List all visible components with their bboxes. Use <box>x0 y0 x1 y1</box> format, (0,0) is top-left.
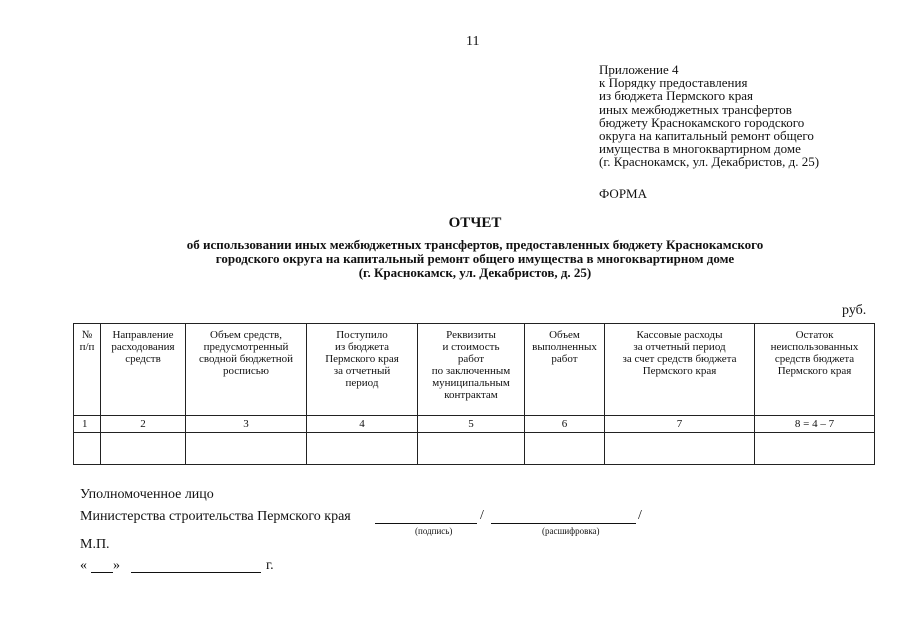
date-month-year-line[interactable] <box>131 572 261 573</box>
header-text-line: Пермского края <box>642 365 717 377</box>
header-cell <box>186 324 307 416</box>
empty-cell[interactable] <box>605 433 755 465</box>
currency-label: руб. <box>842 303 867 318</box>
header-text-line: Направление <box>112 329 174 341</box>
signature-line[interactable] <box>375 523 477 524</box>
header-cell <box>74 324 101 416</box>
header-text-line: Кассовые расходы <box>636 329 723 341</box>
slash-separator: / <box>480 508 484 523</box>
header-text-line: работ <box>457 353 485 365</box>
header-text-line: работ <box>551 353 578 365</box>
date-close-quote: » <box>113 558 120 573</box>
empty-cell[interactable] <box>525 433 605 465</box>
header-text-line: выполненных <box>532 341 597 353</box>
header-text-line: неиспользованных <box>770 341 859 353</box>
column-number-cell: 7 <box>605 416 755 433</box>
appendix-block <box>599 63 819 169</box>
column-number-cell: 6 <box>525 416 605 433</box>
header-text-line: Объем <box>549 329 580 341</box>
date-open-quote: « <box>80 558 87 573</box>
header-text-line: и стоимость <box>442 341 500 353</box>
report-title: ОТЧЕТ <box>448 215 502 231</box>
header-text-line: по заключенным <box>431 365 511 377</box>
empty-cell[interactable] <box>418 433 525 465</box>
page-number: 11 <box>466 34 480 49</box>
header-text-line: Объем средств, <box>210 329 282 341</box>
header-cell <box>101 324 186 416</box>
header-text-line: за счет средств бюджета <box>622 353 737 365</box>
signature-caption: (подпись) <box>415 526 453 536</box>
header-text-line: п/п <box>79 341 95 353</box>
appendix-line: к Порядку предоставления <box>599 75 748 91</box>
header-text-line: период <box>345 377 379 389</box>
appendix-line: из бюджета Пермского края <box>599 88 754 104</box>
appendix-line: (г. Краснокамск, ул. Декабристов, д. 25) <box>599 154 820 170</box>
ministry-label: Министерства строительства Пермского края <box>80 509 351 524</box>
column-number-row <box>74 416 875 433</box>
header-text-line: Поступило <box>336 329 388 341</box>
seal-label: М.П. <box>80 537 110 552</box>
report-subtitle <box>0 238 905 280</box>
subtitle-line: городского округа на капитальный ремонт общего имущества в многоквартирном доме <box>215 251 735 266</box>
appendix-line: имущества в многоквартирном доме <box>599 141 801 157</box>
header-text-line: муниципальным <box>432 377 510 389</box>
column-number-cell: 2 <box>101 416 186 433</box>
subtitle-line: (г. Краснокамск, ул. Декабристов, д. 25) <box>358 265 592 280</box>
empty-cell[interactable] <box>186 433 307 465</box>
header-text-line: средств бюджета <box>774 353 855 365</box>
column-number-cell: 4 <box>307 416 418 433</box>
table-row <box>74 433 875 465</box>
header-text-line: № <box>81 329 93 341</box>
appendix-line: бюджету Краснокамского городского <box>599 114 805 130</box>
header-cell <box>525 324 605 416</box>
header-text-line: контрактам <box>444 389 498 401</box>
column-number-cell: 5 <box>418 416 525 433</box>
header-cell <box>418 324 525 416</box>
empty-cell[interactable] <box>755 433 875 465</box>
header-text-line: Пермского края <box>777 365 852 377</box>
date-year-suffix: г. <box>266 558 274 573</box>
header-cell <box>307 324 418 416</box>
header-cell <box>605 324 755 416</box>
appendix-line: Приложение 4 <box>599 62 679 77</box>
date-day-line[interactable] <box>91 572 113 573</box>
header-text-line: сводной бюджетной <box>198 353 294 365</box>
header-text-line: Пермского края <box>325 353 399 365</box>
empty-cell[interactable] <box>307 433 418 465</box>
header-row <box>74 324 875 416</box>
slash-separator: / <box>638 508 642 523</box>
header-text-line: расходования <box>111 341 175 353</box>
decoding-caption: (расшифровка) <box>542 526 600 536</box>
header-text-line: Реквизиты <box>446 329 496 341</box>
header-text-line: предусмотренный <box>203 341 289 353</box>
header-cell <box>755 324 875 416</box>
column-number-cell: 3 <box>186 416 307 433</box>
form-label: ФОРМА <box>599 186 647 201</box>
authorized-person-label: Уполномоченное лицо <box>80 487 214 502</box>
empty-cell[interactable] <box>74 433 101 465</box>
header-text-line: средств <box>125 353 161 365</box>
appendix-line: иных межбюджетных трансфертов <box>599 101 792 117</box>
report-table <box>73 323 875 465</box>
header-text-line: Остаток <box>795 329 834 341</box>
subtitle-line: об использовании иных межбюджетных трансфертов, предоставленных бюджету Краснокамского <box>186 237 764 252</box>
column-number-cell: 8 = 4 – 7 <box>755 416 875 433</box>
appendix-line: округа на капитальный ремонт общего <box>599 128 814 144</box>
decoding-line[interactable] <box>491 523 636 524</box>
header-text-line: из бюджета <box>335 341 389 353</box>
empty-cell[interactable] <box>101 433 186 465</box>
header-text-line: за отчетный период <box>633 341 726 353</box>
column-number-cell: 1 <box>74 416 101 433</box>
header-text-line: за отчетный <box>333 365 391 377</box>
header-text-line: росписью <box>222 365 270 377</box>
